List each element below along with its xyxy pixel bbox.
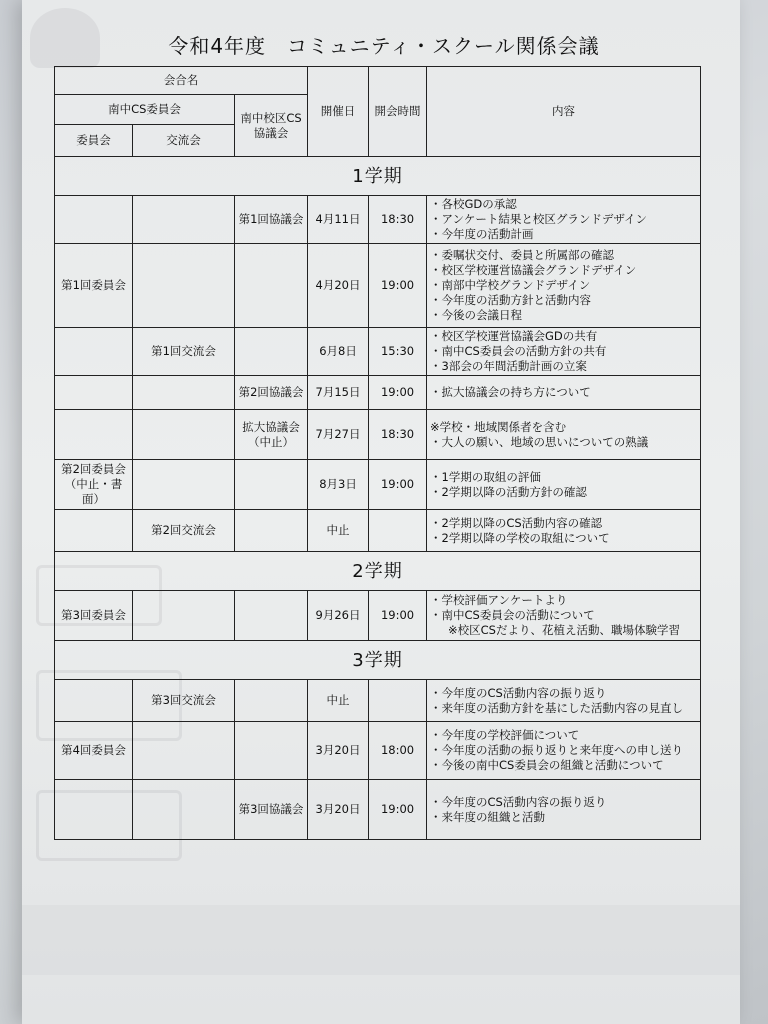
- content-line: ・今年度のCS活動内容の振り返り: [430, 685, 607, 700]
- content-line: ・学校評価アンケートより: [430, 593, 568, 607]
- term-heading: 2学期: [55, 552, 701, 591]
- time-cell: 19:00: [369, 591, 427, 641]
- header-committee: 委員会: [55, 125, 133, 157]
- content-line: ・大人の願い、地域の思いについての熟議: [430, 434, 649, 449]
- date-cell: 7月27日: [308, 410, 369, 460]
- table-row: [55, 591, 701, 641]
- content-cell: [427, 722, 701, 780]
- council-cell: [235, 510, 308, 552]
- content-cell: [427, 328, 701, 376]
- council-cell: [235, 328, 308, 376]
- time-cell: 19:00: [369, 460, 427, 510]
- committee-cell: [55, 680, 133, 722]
- council-cell: [235, 244, 308, 328]
- table-row: [55, 510, 701, 552]
- content-line: ・1学期の取組の評価: [430, 469, 541, 484]
- council-cell: [235, 722, 308, 780]
- council-cell: 第3回協議会: [235, 780, 308, 840]
- council-cell: [235, 460, 308, 510]
- content-line: ・来年度の活動方針を基にした活動内容の見直し: [430, 700, 684, 715]
- exchange-cell: [133, 410, 235, 460]
- header-content: 内容: [427, 67, 701, 157]
- content-line: ・今年度の活動計画: [430, 227, 534, 241]
- exchange-cell: [133, 722, 235, 780]
- time-cell: 19:00: [369, 376, 427, 410]
- content-line: ・今後の会議日程: [430, 308, 523, 322]
- date-cell: 8月3日: [308, 460, 369, 510]
- council-cell: [235, 680, 308, 722]
- date-cell: 9月26日: [308, 591, 369, 641]
- time-cell: [369, 680, 427, 722]
- content-cell: [427, 196, 701, 244]
- content-line: ・南中CS委員会の活動方針の共有: [430, 344, 607, 358]
- content-line: ・来年度の組織と活動: [430, 809, 546, 824]
- content-cell: [427, 680, 701, 722]
- date-cell: 7月15日: [308, 376, 369, 410]
- background-band: [22, 905, 740, 975]
- time-cell: 18:30: [369, 196, 427, 244]
- exchange-cell: [133, 244, 235, 328]
- term-heading: 3学期: [55, 641, 701, 680]
- content-cell: [427, 376, 701, 410]
- table-row: [55, 196, 701, 244]
- header-time: 開会時間: [369, 67, 427, 157]
- date-cell: 3月20日: [308, 780, 369, 840]
- table-row: [55, 680, 701, 722]
- exchange-cell: 第2回交流会: [133, 510, 235, 552]
- header-meeting-name: 会合名: [55, 67, 308, 95]
- content-line: ・校区学校運営協議会GDの共有: [430, 329, 598, 343]
- content-cell: [427, 460, 701, 510]
- content-cell: [427, 780, 701, 840]
- header-date: 開催日: [308, 67, 369, 157]
- content-line: ・アンケート結果と校区グランドデザイン: [430, 212, 648, 226]
- committee-cell: 第1回委員会: [55, 244, 133, 328]
- content-line: ・今年度のCS活動内容の振り返り: [430, 794, 607, 809]
- time-cell: 18:00: [369, 722, 427, 780]
- header-committee-group: 南中CS委員会: [55, 95, 235, 125]
- content-cell: [427, 510, 701, 552]
- content-cell: [427, 410, 701, 460]
- header-district-council: 南中校区CS協議会: [235, 95, 308, 157]
- time-cell: 19:00: [369, 244, 427, 328]
- content-line: ・校区学校運営協議会グランドデザイン: [430, 263, 637, 277]
- content-line: ・南部中学校グランドデザイン: [430, 278, 591, 292]
- header-exchange: 交流会: [133, 125, 235, 157]
- content-cell: [427, 591, 701, 641]
- table-row: [55, 722, 701, 780]
- content-line: ・2学期以降の学校の取組について: [430, 530, 610, 545]
- time-cell: 18:30: [369, 410, 427, 460]
- date-cell: 3月20日: [308, 722, 369, 780]
- schedule-table: [54, 66, 701, 840]
- content-line: ※学校・地域関係者を含む: [430, 419, 567, 434]
- table-row: [55, 410, 701, 460]
- content-line: ・3部会の年間活動計画の立案: [430, 359, 587, 373]
- exchange-cell: [133, 376, 235, 410]
- table-row: [55, 376, 701, 410]
- exchange-cell: 第1回交流会: [133, 328, 235, 376]
- exchange-cell: [133, 591, 235, 641]
- table-row: [55, 460, 701, 510]
- content-line: ・委嘱状交付、委員と所属部の確認: [430, 248, 615, 262]
- content-line: ・今年度の活動の振り返りと来年度への申し送り: [430, 743, 684, 757]
- committee-cell: [55, 196, 133, 244]
- term-heading: 1学期: [55, 157, 701, 196]
- committee-cell: [55, 328, 133, 376]
- committee-cell: [55, 410, 133, 460]
- council-cell: [235, 591, 308, 641]
- content-line: ・南中CS委員会の活動について: [430, 608, 595, 622]
- time-cell: 19:00: [369, 780, 427, 840]
- content-note: ※校区CSだより、花植え活動、職場体験学習: [448, 623, 680, 637]
- content-line: ・今後の南中CS委員会の組織と活動について: [430, 758, 664, 772]
- table-row: [55, 328, 701, 376]
- committee-cell: [55, 376, 133, 410]
- date-cell: 4月11日: [308, 196, 369, 244]
- content-line: ・今年度の活動方針と活動内容: [430, 293, 592, 307]
- council-cell: 拡大協議会 （中止）: [235, 410, 308, 460]
- table-row: [55, 780, 701, 840]
- content-line: ・今年度の学校評価について: [430, 728, 580, 742]
- time-cell: 15:30: [369, 328, 427, 376]
- council-cell: 第1回協議会: [235, 196, 308, 244]
- date-cell: 4月20日: [308, 244, 369, 328]
- content-line: ・各校GDの承認: [430, 197, 517, 211]
- time-cell: [369, 510, 427, 552]
- page-title: 令和4年度 コミュニティ・スクール関係会議: [168, 34, 600, 58]
- date-cell: 中止: [308, 510, 369, 552]
- date-cell: 中止: [308, 680, 369, 722]
- committee-cell: [55, 510, 133, 552]
- exchange-cell: [133, 460, 235, 510]
- exchange-cell: [133, 780, 235, 840]
- exchange-cell: 第3回交流会: [133, 680, 235, 722]
- committee-cell: 第3回委員会: [55, 591, 133, 641]
- content-cell: [427, 244, 701, 328]
- council-cell: 第2回協議会: [235, 376, 308, 410]
- committee-cell: [55, 780, 133, 840]
- committee-cell: 第2回委員会 （中止・書面）: [55, 460, 133, 510]
- content-line: ・拡大協議会の持ち方について: [430, 385, 591, 399]
- table-row: [55, 244, 701, 328]
- committee-cell: 第4回委員会: [55, 722, 133, 780]
- date-cell: 6月8日: [308, 328, 369, 376]
- content-line: ・2学期以降のCS活動内容の確認: [430, 515, 603, 530]
- exchange-cell: [133, 196, 235, 244]
- content-line: ・2学期以降の活動方針の確認: [430, 484, 587, 499]
